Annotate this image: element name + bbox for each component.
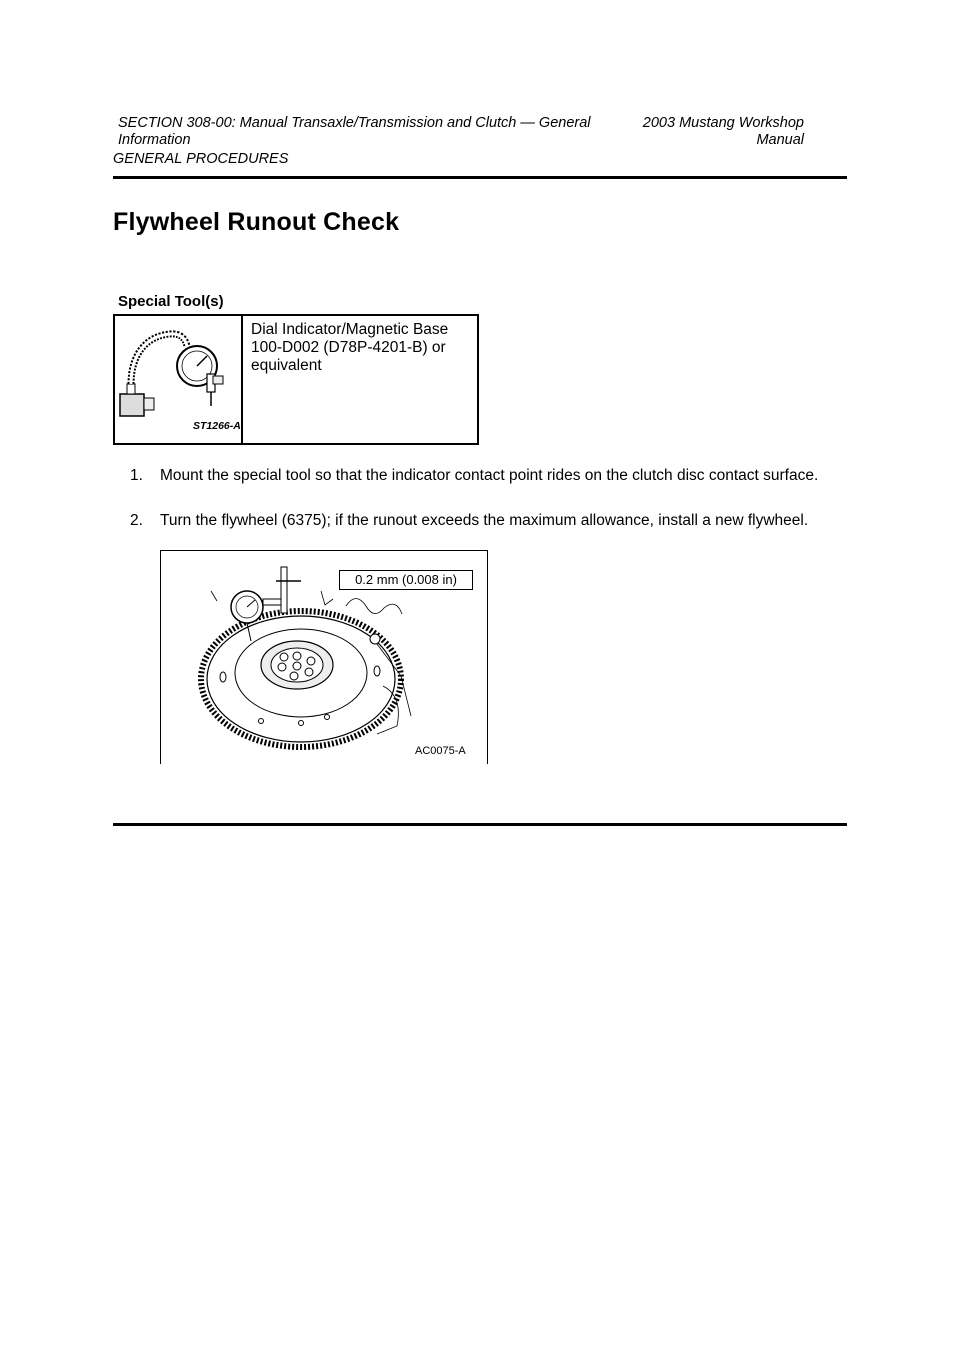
step-number: 1. bbox=[130, 467, 143, 484]
header-category: GENERAL PROCEDURES bbox=[113, 151, 289, 167]
footer-divider bbox=[113, 823, 847, 826]
step-item bbox=[130, 466, 860, 486]
step-text: Turn the flywheel (6375); if the runout exceeds the maximum allowance, install a new flywheel. bbox=[160, 512, 809, 529]
header-manual-title: 2003 Mustang Workshop Manual bbox=[642, 115, 804, 148]
page-title: Flywheel Runout Check bbox=[113, 208, 400, 236]
header-divider bbox=[113, 176, 847, 179]
runout-spec-callout: 0.2 mm (0.008 in) bbox=[339, 570, 473, 590]
step-text: Mount the special tool so that the indicator contact point rides on the clutch disc contact surface. bbox=[160, 467, 819, 484]
step-item bbox=[130, 511, 860, 531]
header-section-title: SECTION 308-00: Manual Transaxle/Transmission and Clutch — General Information bbox=[118, 115, 591, 148]
procedure-steps bbox=[130, 466, 860, 556]
figure-code: AC0075-A bbox=[415, 745, 466, 757]
tool-image-code: ST1266-A bbox=[193, 420, 241, 432]
special-tools-label: Special Tool(s) bbox=[118, 293, 224, 310]
step-number: 2. bbox=[130, 512, 143, 529]
tool-description: Dial Indicator/Magnetic Base 100-D002 (D78P-4201-B) or equivalent bbox=[251, 321, 449, 374]
special-tools-table bbox=[113, 314, 479, 445]
dial-indicator-illustration bbox=[115, 316, 243, 443]
